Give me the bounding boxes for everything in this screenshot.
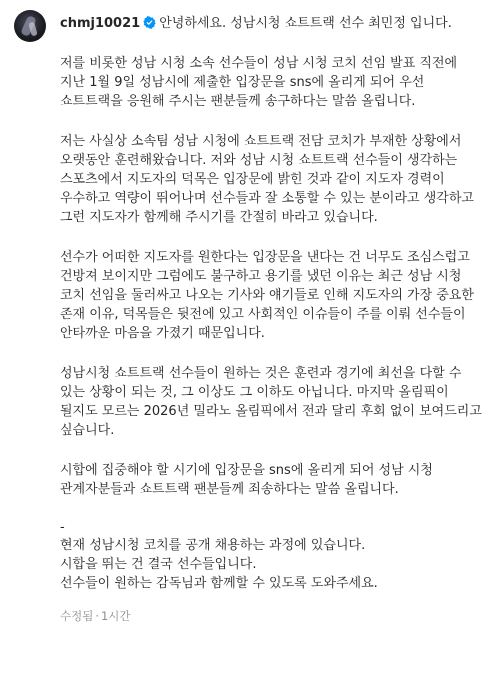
caption-paragraph-4: 성남시청 쇼트트랙 선수들이 원하는 것은 훈련과 경기에 최선을 다할 수 있는 상황이 되는 것, 그 이상도 그 이하도 아닙니다. 마지막 올림픽이 될지도 모르는 2026년 밀라노 올림픽에서 전과 달리 후회 없이 보여드리고 싶습니다. bbox=[60, 366, 482, 438]
post-time[interactable]: 1시간 bbox=[100, 609, 131, 623]
post-meta bbox=[60, 607, 485, 626]
caption-closing bbox=[60, 519, 485, 593]
username-link[interactable]: chmj10021 bbox=[60, 16, 141, 31]
caption-header bbox=[60, 14, 485, 33]
verified-badge-icon bbox=[143, 16, 156, 29]
closing-line-2: 시합을 뛰는 건 결국 선수들입니다. bbox=[60, 557, 257, 572]
meta-separator-dot: · bbox=[95, 609, 99, 623]
caption-paragraph-2: 저는 사실상 소속팀 성남 시청에 쇼트트랙 전담 코치가 부재한 상황에서 오랫동안 훈련해왔습니다. 저와 성남 시청 쇼트트랙 선수들이 생각하는 스포츠에서 지도자의 덕목은 입장문에 밝힌 것과 같이 지도자 경력이 우수하고 역량이 뛰어나며 선수들과 잘 소통할 수 있는 분이라고 생각하고 그런 지도자가 함께해 주시기를 간절히 바라고 있습니다. bbox=[60, 134, 474, 225]
caption-paragraph-5: 시합에 집중해야 할 시기에 입장문을 sns에 올리게 되어 성남 시청 관계자분들과 쇼트트랙 팬분들께 죄송하다는 말씀 올립니다. bbox=[60, 463, 433, 497]
caption-paragraph-1: 저를 비롯한 성남 시청 소속 선수들이 성남 시청 코치 선임 발표 직전에 지난 1월 9일 성남시에 제출한 입장문을 sns에 올리게 되어 우선 쇼트트랙을 응원해 주시는 팬분들께 송구하다는 말씀 올립니다. bbox=[60, 56, 458, 109]
caption-separator: - bbox=[60, 520, 65, 535]
caption-content bbox=[60, 14, 485, 626]
avatar-graphic-highlight bbox=[28, 21, 37, 36]
closing-line-3: 선수들이 원하는 감독님과 함께할 수 있도록 도와주세요. bbox=[60, 576, 378, 591]
edited-label: 수정됨 bbox=[60, 609, 94, 623]
caption-paragraph-3: 선수가 어떠한 지도자를 원한다는 입장문을 낸다는 건 너무도 조심스럽고 건방져 보이지만 그럼에도 불구하고 용기를 냈던 이유는 최근 성남 시청 코치 선임을 둘러싸고 나오는 기사와 얘기들로 인해 지도자의 가장 중요한 존재 이유, 덕목들은 뒷전에 있고 사회적인 이슈들이 주를 이뤄 선수들이 안타까운 마음을 가졌기 때문입니다. bbox=[60, 250, 474, 341]
caption-intro: 안녕하세요. 성남시청 쇼트트랙 선수 최민정 입니다. bbox=[159, 16, 452, 31]
profile-avatar[interactable] bbox=[14, 10, 46, 42]
closing-line-1: 현재 성남시청 코치를 공개 채용하는 과정에 있습니다. bbox=[60, 538, 366, 553]
